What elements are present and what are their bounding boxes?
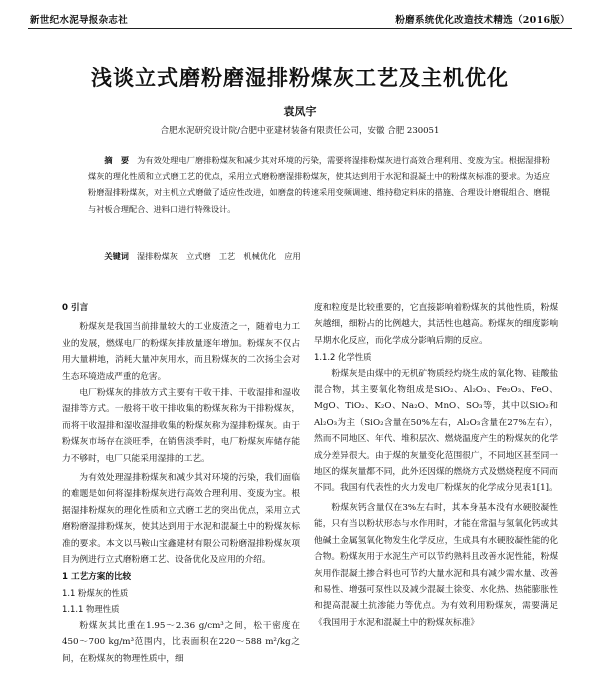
intro-paragraph-3: 为有效处理湿排粉煤灰和减少其对环境的污染，我们面临的难题是如何将湿排粉煤灰进行高效合理利用、变废为宝。根据湿排粉煤灰的理化性质和立式磨工艺的突出优点，采用立式磨粉磨湿排粉煤灰，使其达到用于水泥和混凝土中的粉煤灰标准的要求。本文以马鞍山宝鑫建材有限公司粉磨湿排粉煤灰项目为例进行立式磨粉磨工艺、设备优化及应用的介绍。 xyxy=(62,473,300,566)
chemical-properties-paragraph: 粉煤灰是由煤中的无机矿物质经灼烧生成的氧化物、硅酸盐混合物，其主要氧化物组成是SiO₂、Al₂O₃、Fe₂O₃、FeO、MgO、TiO₂、K₂O、Na₂O、MnO、SO₃等，其中以SiO₂和Al₂O₃为主（SiO₂含量在50%左右，Al₂O₃含量在27%左右），然而不同地区、年代、堆积层次、燃烧温度产生的粉煤灰的化学成分差异很大。由于煤的灰量变化范围很广，不同地区甚至同一地区的煤灰量都不同，此外还因煤的燃烧方式及燃烧程度不同而不同。我国有代表性的火力发电厂粉煤灰的化学成分见表1[1]。 xyxy=(314,368,558,494)
right-column xyxy=(314,300,558,631)
running-header-left: 新世纪水泥导报杂志社 xyxy=(30,15,129,26)
section-1-1-2-heading: 1.1.2 化学性质 xyxy=(314,352,372,363)
header-rule xyxy=(28,28,572,29)
left-column xyxy=(62,300,300,667)
abstract-text: 为有效处理电厂磨排粉煤灰和减少其对环境的污染，需要将湿排粉煤灰进行高效合理利用、变废为宝。根据湿排粉煤灰的理化性质和立式磨工艺的优点，采用立式磨粉磨湿排粉煤灰，使其达到用于水泥和混凝土中的粉煤灰标准的要求。为适应粉磨湿排粉煤灰，对主机立式磨做了适应性改进，如磨盘的转速采用变频调速、维持稳定料床的措施、合理设计磨辊组合、磨辊与衬板合理配合、进料口进行特殊设计。 xyxy=(88,155,550,214)
section-1-heading: 1 工艺方案的比较 xyxy=(62,571,132,582)
intro-paragraph-2: 电厂粉煤灰的排放方式主要有干收干排、干收湿排和湿收湿排等方式。一般将干收干排收集的粉煤灰称为干排粉煤灰，而将干收湿排和湿收湿排收集的粉煤灰称为湿排粉煤灰。由于粉煤灰市场存在淡旺季，在销售淡季时，电厂粉煤灰库储存能力不够时，电厂只能采用湿排的工艺。 xyxy=(62,388,300,464)
keywords xyxy=(88,248,550,264)
section-1-1-heading: 1.1 粉煤灰的性质 xyxy=(62,587,129,598)
paper-author: 袁凤宇 xyxy=(283,105,317,118)
keywords-text: 湿排粉煤灰 立式磨 工艺 机械优化 应用 xyxy=(136,251,301,261)
paper-title: 浅谈立式磨粉磨湿排粉煤灰工艺及主机优化 xyxy=(91,65,509,90)
section-0-heading: 0 引言 xyxy=(62,303,89,313)
paper-affiliation: 合肥水泥研究设计院/合肥中亚建材装备有限责任公司，安徽 合肥 230051 xyxy=(160,126,440,136)
intro-paragraph-1: 粉煤灰是我国当前排量较大的工业废渣之一，随着电力工业的发展，燃煤电厂的粉煤灰排放量逐年增加。粉煤灰不仅占用大量耕地，消耗大量冲灰用水，而且粉煤灰的二次扬尘会对生态环境造成严重的危害。 xyxy=(62,322,300,382)
running-header-right: 粉磨系统优化改造技术精选（2016版） xyxy=(395,15,570,26)
physical-properties-continued: 度和粒度是比较重要的，它直接影响着粉煤灰的其他性质，粉煤灰越细，细粉占的比例越大，其活性也越高。粉煤灰的细度影响早期水化反应，而化学成分影响后期的反应。 xyxy=(314,303,558,346)
physical-properties-paragraph: 粉煤灰其比重在1.95～2.36 g/cm³之间，松干密度在450～700 kg/m³范围内，比表面积在220～588 m²/kg之间，在粉煤灰的物理性质中，细 xyxy=(62,620,300,664)
activity-paragraph: 粉煤灰钙含量仅在3%左右时，其本身基本没有水硬胶凝性能，只有当以粉状形态与水作用时，才能在常温与氢氧化钙或其他碱土金属氢氧化物发生化学反应，生成具有水硬胶凝性能的化合物。粉煤灰用于水泥生产可以节约熟料且改善水泥性能，粉煤灰用作混凝土掺合料也可节约大量水泥和具有减少需水量、改善和易性、增强可泵性以及减少混凝土徐变、水化热、热能膨胀性和提高混凝土抗渗能力等优点。为有效利用粉煤灰，需要满足《我国用于水泥和混凝土中的粉煤灰标准》 xyxy=(314,502,558,628)
keywords-label: 关键词 xyxy=(104,251,129,261)
section-1-1-1-heading: 1.1.1 物理性质 xyxy=(62,604,120,615)
abstract-label: 摘 要 xyxy=(104,155,130,165)
abstract xyxy=(88,152,550,217)
